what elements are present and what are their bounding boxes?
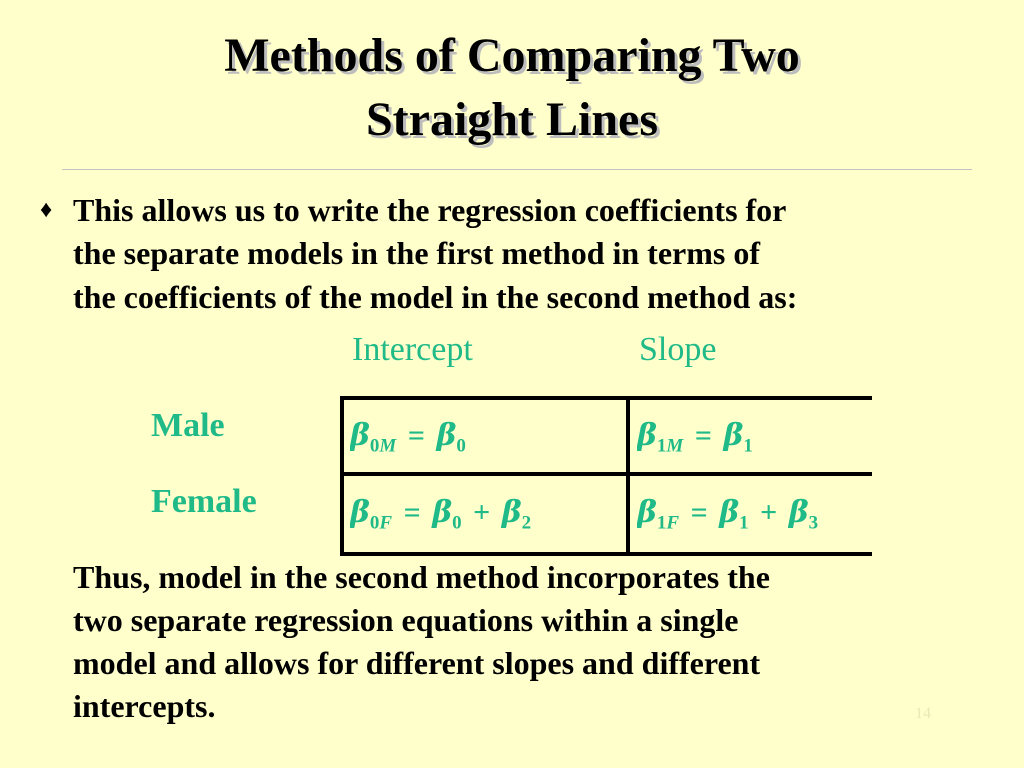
beta-symbol: β <box>350 495 370 530</box>
column-header-intercept: Intercept <box>352 331 473 368</box>
equals-sign: = <box>687 419 720 452</box>
equals-sign: = <box>683 496 716 529</box>
plus-sign: + <box>465 496 498 529</box>
table-border-middle <box>340 472 872 476</box>
group-subscript: M <box>379 435 397 457</box>
paragraph-line-1: Thus, model in the second method incorporates the <box>73 559 770 595</box>
equals-sign: = <box>396 496 429 529</box>
coefficient-subscript: 0M <box>369 435 397 457</box>
table-border-center <box>626 396 630 556</box>
beta-symbol: β <box>637 418 657 453</box>
table-border-left <box>340 396 344 556</box>
table-border-bottom <box>340 552 872 556</box>
beta-symbol: β <box>436 418 457 453</box>
beta-symbol: β <box>432 495 453 530</box>
coefficient-subscript: 2 <box>521 512 532 534</box>
coefficient-subscript: 0F <box>369 512 393 534</box>
row-label-male: Male <box>151 407 225 444</box>
slide-title-line-2: Straight Lines <box>365 93 659 146</box>
bullet-text-line-2: the separate models in the first method in terms of <box>73 235 760 271</box>
beta-symbol: β <box>788 495 809 530</box>
column-header-slope: Slope <box>639 331 717 368</box>
equals-sign: = <box>400 419 433 452</box>
title-divider <box>62 169 972 170</box>
beta-symbol: β <box>501 495 522 530</box>
beta-symbol: β <box>350 418 370 453</box>
coefficient-subscript: 0 <box>452 512 462 534</box>
coefficient-subscript: 1F <box>656 512 680 534</box>
row-label-female: Female <box>151 483 257 520</box>
table-border-top <box>340 396 872 400</box>
paragraph-line-2: two separate regression equations within a single <box>73 602 739 638</box>
paragraph-line-4: intercepts. <box>73 688 216 724</box>
paragraph-line-3: model and allows for different slopes and different <box>73 645 761 681</box>
beta-symbol: β <box>637 495 657 530</box>
cell-female-intercept <box>350 493 620 544</box>
cell-male-slope <box>637 416 872 467</box>
coefficient-subscript: 3 <box>808 512 819 534</box>
group-subscript: M <box>666 435 684 457</box>
plus-sign: + <box>752 496 785 529</box>
beta-symbol: β <box>719 495 740 530</box>
cell-female-slope <box>637 493 872 544</box>
bullet-text-line-3: the coefficients of the model in the second method as: <box>73 279 798 315</box>
coefficient-subscript: 1M <box>656 435 684 457</box>
slide-number: 14 <box>915 705 931 722</box>
slide-title-line-1: Methods of Comparing Two <box>224 29 800 82</box>
beta-symbol: β <box>723 418 744 453</box>
coefficient-subscript: 1 <box>739 512 749 534</box>
group-subscript: F <box>379 512 393 534</box>
group-subscript: F <box>666 512 680 534</box>
bullet-text-line-1: This allows us to write the regression coefficients for <box>73 192 787 228</box>
coefficient-subscript: 0 <box>456 435 466 457</box>
coefficient-subscript: 1 <box>743 435 753 457</box>
cell-male-intercept <box>350 416 620 467</box>
diamond-bullet-icon: ♦ <box>40 197 53 223</box>
